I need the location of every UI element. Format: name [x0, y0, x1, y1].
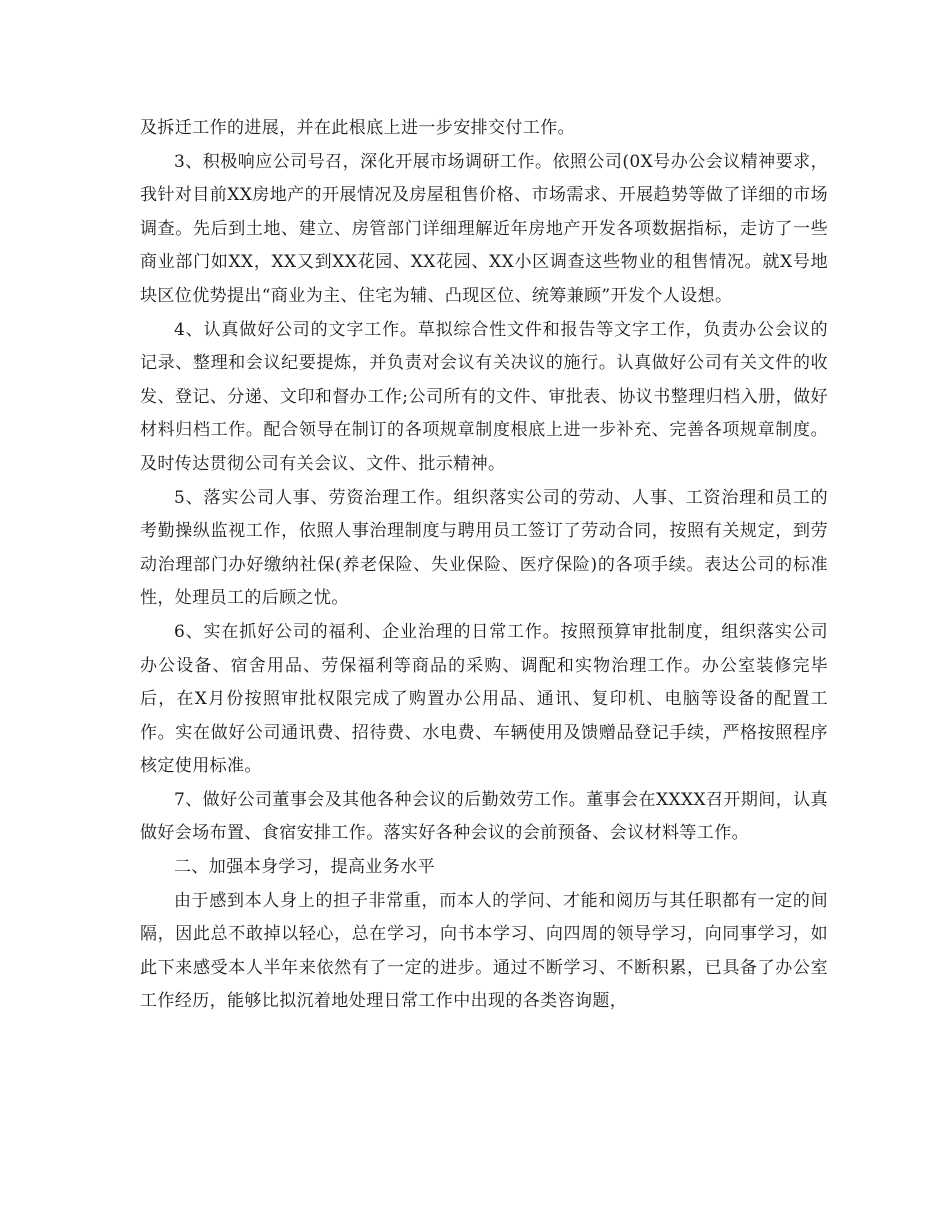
paragraph-item-3: 3、积极响应公司号召，深化开展市场调研工作。依照公司(0X号办公会议精神要求，我针对目前XX房地产的开展情况及房屋租售价格、市场需求、开展趋势等做了详细的市场调查。先后到土地、建立、房管部门详细理解近年房地产开发各项数据指标，走访了一些商业部门如XX，XX又到XX花园、XX花园、XX小区调查这些物业的租售情况。就X号地块区位优势提出“商业为主、住宅为辅、凸现区位、统筹兼顾”开发个人设想。	[140, 151, 828, 306]
paragraph-item-5: 5、落实公司人事、劳资治理工作。组织落实公司的劳动、人事、工资治理和员工的考勤操纵监视工作，依照人事治理制度与聘用员工签订了劳动合同，按照有关规定，到劳动治理部门办好缴纳社保(养老保险、失业保险、医疗保险)的各项手续。表达公司的标准性，处理员工的后顾之忧。	[140, 487, 828, 609]
paragraph-item-4: 4、认真做好公司的文字工作。草拟综合性文件和报告等文字工作，负责办公会议的记录、整理和会议纪要提炼，并负责对会议有关决议的施行。认真做好公司有关文件的收发、登记、分递、文印和督办工作;公司所有的文件、审批表、协议书整理归档入册，做好材料归档工作。配合领导在制订的各项规章制度根底上进一步补充、完善各项规章制度。及时传达贯彻公司有关会议、文件、批示精神。	[140, 319, 828, 474]
paragraph-continuation: 及拆迁工作的进展，并在此根底上进一步安排交付工作。	[140, 118, 575, 138]
paragraph-study: 由于感到本人身上的担子非常重，而本人的学问、才能和阅历与其任职都有一定的间隔，因此总不敢掉以轻心，总在学习，向书本学习、向四周的领导学习，向同事学习，如此下来感受本人半年来依然有了一定的进步。通过不断学习、不断积累，已具备了办公室工作经历，能够比拟沉着地处理日常工作中出现的各类咨询题，	[140, 890, 828, 1012]
paragraph-item-6: 6、实在抓好公司的福利、企业治理的日常工作。按照预算审批制度，组织落实公司办公设备、宿舍用品、劳保福利等商品的采购、调配和实物治理工作。办公室装修完毕后，在X月份按照审批权限完成了购置办公用品、通讯、复印机、电脑等设备的配置工作。实在做好公司通讯费、招待费、水电费、车辆使用及馈赠品登记手续，严格按照程序核定使用标准。	[140, 621, 828, 777]
section-heading-2: 二、加强本身学习，提高业务水平	[174, 857, 435, 878]
paragraph-item-7: 7、做好公司董事会及其他各种会议的后勤效劳工作。董事会在XXXX召开期间，认真做好会场布置、食宿安排工作。落实好各种会议的会前预备、会议材料等工作。	[140, 789, 828, 844]
document-body	[140, 112, 828, 1019]
